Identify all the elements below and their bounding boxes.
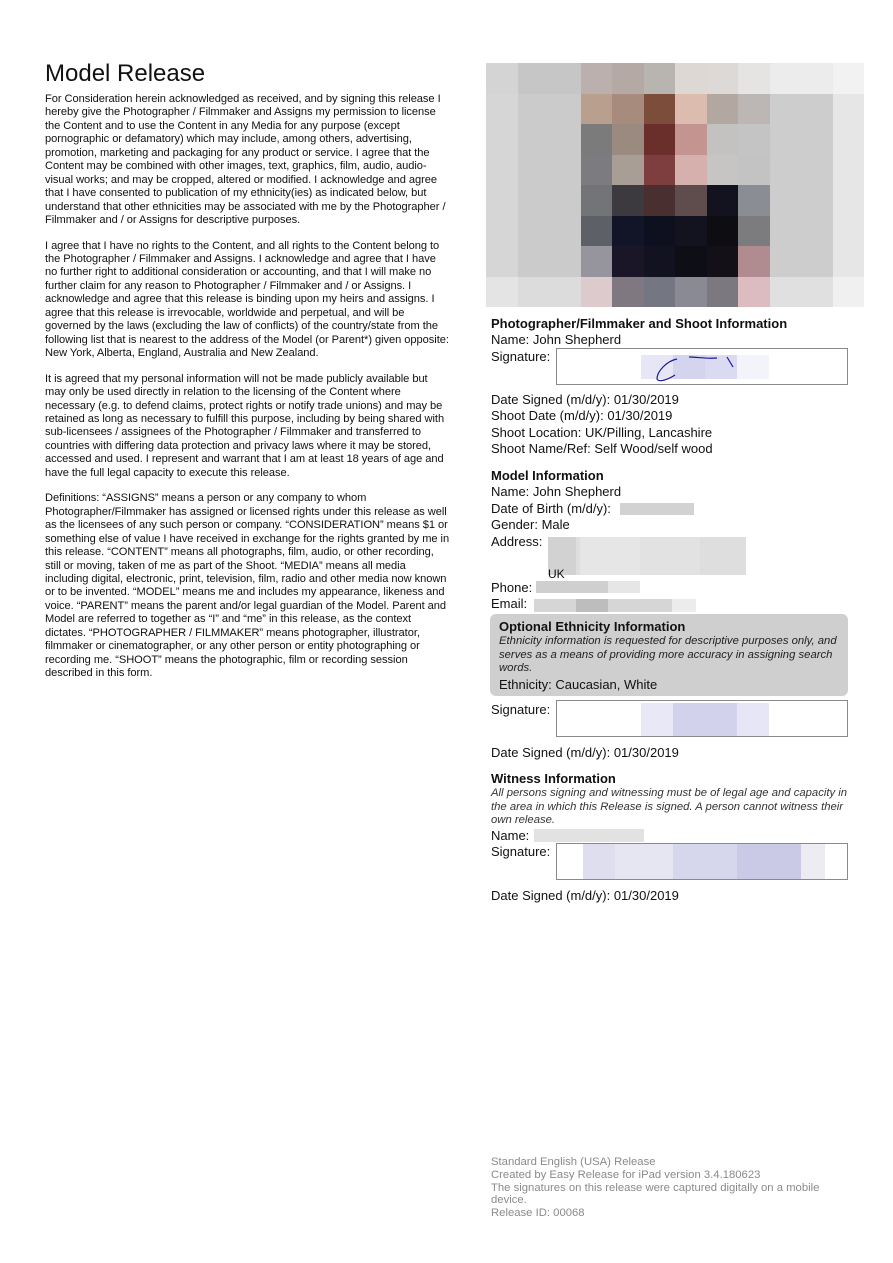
release-text-column [45,60,450,693]
photo-pixel [518,185,550,216]
photo-pixel [801,155,833,186]
witness-note: All persons signing and witnessing must be of legal age and capacity in the area in which this Release is signed. A person cannot witness their own release. [491,787,848,827]
photo-pixel [770,63,802,94]
photo-pixel [581,246,613,277]
document-title: Model Release [45,60,206,87]
photo-pixel [707,277,739,308]
model-photo [486,63,864,307]
photo-pixel [612,185,644,216]
photo-pixel [770,155,802,186]
rights-paragraph: I agree that I have no rights to the Content, and all rights to the Content belong to the Photographer / Filmmaker and Assigns. I acknowledge and agree that I have no further right to additional consideration or accounting, and that I will make no further claim for any reason to Photographer / Filmmaker and / or Assigns. I acknowledge and agree that this release is binding upon my heirs and assigns. I agree that this release is irrevocable, worldwide and perpetual, and will be governed by the laws (excluding the law of conflicts) of the country/state from the following list that is nearest to the address of the Model (or Parent*) given opposite: New York, Alberta, England, Australia and New Zealand. [45,239,449,360]
definitions-paragraph: Definitions: “ASSIGNS” means a person or any company to whom Photographer/Filmmaker has assigned or licensed rights under this release as well as the licensees of any such person or company. “CONSIDERATION” means $1 or something else of value I have received in exchange for the rights granted by me in this release. “CONTENT” means all photographs, film, audio, or other recording, still or moving, taken of me as part of the Shoot. “MEDIA” means all media including digital, electronic, print, television, film, radio and other media now known or to be invented. “MODEL” means me and includes my appearance, likeness and voice. “PARENT” means the parent and/or legal guardian of the Model. Parent and Model are referred to together as “I” and “me” in this release, as the context dictates. “PHOTOGRAPHER / FILMMAKER” means photographer, illustrator, filmmaker or cinematographer, or any other person or entity photographing or recording me. “SHOOT” means the photographic, film or recording session described in this form. [45,492,450,680]
photo-pixel [770,246,802,277]
photo-pixel [612,155,644,186]
photo-pixel [833,124,865,155]
footer-created-by: Created by Easy Release for iPad version 3.4.180623 [491,1168,761,1181]
ethnicity-value: Ethnicity: Caucasian, White [499,676,658,692]
photo-pixel [581,63,613,94]
photo-pixel [675,277,707,308]
photo-pixel [549,185,581,216]
photo-pixel [486,63,518,94]
witness-name-redaction [534,829,644,842]
footer-signature-note: The signatures on this release were captured digitally on a mobile device. [491,1181,820,1207]
photo-pixel [738,246,770,277]
photo-pixel [486,185,518,216]
photo-pixel [801,185,833,216]
photo-pixel [644,185,676,216]
photo-pixel [644,94,676,125]
photo-pixel [612,216,644,247]
photo-pixel [833,185,865,216]
photographer-date-signed: Date Signed (m/d/y): 01/30/2019 [491,392,679,407]
consideration-paragraph: For Consideration herein acknowledged as received, and by signing this release I hereby give the Photographer / Filmmaker and Assigns my permission to license the Content and to use the Content in any Media for any purpose (except pornographic or defamatory) which may include, among others, advertising, promotion, marketing and packaging for any product or service. I agree that the Content may be combined with other images, text, graphics, film, audio, audio-visual works; and may be cropped, altered or modified. I acknowledge and agree that I have consented to publication of my ethnicity(ies) as indicated below, but understand that other ethnicities may be associated with me by the Photographer / Filmmaker and / or Assigns for descriptive purposes. [45,93,446,227]
ethnicity-heading: Optional Ethnicity Information [499,619,686,634]
photo-pixel [644,124,676,155]
photo-pixel [707,216,739,247]
photo-pixel [518,63,550,94]
photo-pixel [833,63,865,94]
pixelated-photo [486,63,864,307]
photo-pixel [581,124,613,155]
photo-pixel [581,185,613,216]
model-name: Name: John Shepherd [491,484,622,500]
model-address-label: Address: [491,533,543,549]
photo-pixel [549,277,581,308]
dob-redaction [620,503,694,515]
photo-pixel [612,246,644,277]
photo-pixel [581,155,613,186]
photo-pixel [581,277,613,308]
footer-release-type: Standard English (USA) Release [491,1156,656,1168]
photo-pixel [675,124,707,155]
photo-pixel [518,277,550,308]
photo-pixel [486,216,518,247]
photo-pixel [549,155,581,186]
photo-pixel [833,216,865,247]
footer-release-id: Release ID: 00068 [491,1207,585,1220]
photo-pixel [518,216,550,247]
photo-pixel [518,124,550,155]
photo-pixel [707,63,739,94]
photo-pixel [738,63,770,94]
ethnicity-panel [490,614,848,696]
photo-pixel [486,246,518,277]
photo-pixel [801,277,833,308]
shoot-date: Shoot Date (m/d/y): 01/30/2019 [491,408,673,424]
photo-pixel [707,155,739,186]
photo-pixel [801,246,833,277]
photo-pixel [801,94,833,125]
release-footer [491,1156,821,1220]
address-country: UK [548,567,565,581]
photo-pixel [675,63,707,94]
photo-pixel [486,277,518,308]
photo-pixel [518,246,550,277]
model-gender: Gender: Male [491,517,570,533]
photo-pixel [738,185,770,216]
photo-pixel [581,216,613,247]
photo-pixel [644,63,676,94]
photo-pixel [549,246,581,277]
photo-pixel [738,94,770,125]
photo-pixel [612,124,644,155]
photo-pixel [675,94,707,125]
photo-pixel [801,124,833,155]
photographer-heading: Photographer/Filmmaker and Shoot Information [491,316,788,331]
photo-pixel [675,185,707,216]
photographer-signature [557,349,848,385]
model-heading: Model Information [491,468,604,483]
photo-pixel [833,246,865,277]
photo-pixel [644,246,676,277]
photographer-signature-box [556,348,848,385]
photo-pixel [801,216,833,247]
model-dob-label: Date of Birth (m/d/y): [491,500,611,516]
shoot-name: Shoot Name/Ref: Self Wood/self wood [491,441,713,457]
witness-date-row [491,888,851,904]
photo-pixel [770,216,802,247]
ethnicity-note: Ethnicity information is requested for descriptive purposes only, and serves as a means of providing more accuracy in assigning search words. [499,635,837,674]
model-date-row [491,745,851,761]
model-date-signed: Date Signed (m/d/y): 01/30/2019 [491,745,679,760]
witness-name-label: Name: [491,827,530,843]
photo-pixel [549,94,581,125]
photo-pixel [644,216,676,247]
photo-pixel [833,277,865,308]
privacy-paragraph: It is agreed that my personal information will not be made publicly available but may only be used directly in relation to the licensing of the Content where necessary (e.g. to defend claims, protect rights or notify trade unions) and may be retained as long as necessary to fulfill this purpose, including by being shared with sub-licensees / assignees of the Photographer / Filmmaker and transferred to countries with differing data protection and privacy laws where it may be stored, accessed and used. I represent and warrant that I am at least 18 years of age and have the full legal capacity to execute this release. [45,372,445,479]
photo-pixel [770,94,802,125]
model-signature-label: Signature: [491,702,551,717]
photographer-name: Name: John Shepherd [491,332,622,348]
photo-pixel [644,155,676,186]
photo-pixel [612,277,644,308]
witness-date-signed: Date Signed (m/d/y): 01/30/2019 [491,888,679,903]
photo-pixel [707,124,739,155]
witness-heading: Witness Information [491,771,616,786]
photo-pixel [581,94,613,125]
photographer-signature-label: Signature: [491,348,551,364]
photo-pixel [612,94,644,125]
model-email-label: Email: [491,596,528,612]
photo-pixel [518,94,550,125]
photo-pixel [707,94,739,125]
photo-pixel [801,63,833,94]
shoot-location: Shoot Location: UK/Pilling, Lancashire [491,424,713,440]
photo-pixel [833,155,865,186]
photo-pixel [644,277,676,308]
photo-pixel [707,246,739,277]
photo-pixel [612,63,644,94]
witness-signature-box [556,843,848,880]
photo-pixel [675,155,707,186]
photo-pixel [486,155,518,186]
photo-pixel [738,155,770,186]
photo-pixel [549,124,581,155]
photo-pixel [738,124,770,155]
shoot-details [491,392,851,458]
photo-pixel [833,94,865,125]
photo-pixel [707,185,739,216]
photo-pixel [518,155,550,186]
model-signature-box [556,700,848,737]
photo-pixel [675,246,707,277]
photo-pixel [738,277,770,308]
photo-pixel [770,185,802,216]
photo-pixel [770,277,802,308]
photo-pixel [738,216,770,247]
witness-signature-label: Signature: [491,844,551,860]
photo-pixel [675,216,707,247]
model-phone-label: Phone: [491,580,533,595]
photo-pixel [486,94,518,125]
photo-pixel [486,124,518,155]
photo-pixel [770,124,802,155]
photo-pixel [549,63,581,94]
photo-pixel [549,216,581,247]
